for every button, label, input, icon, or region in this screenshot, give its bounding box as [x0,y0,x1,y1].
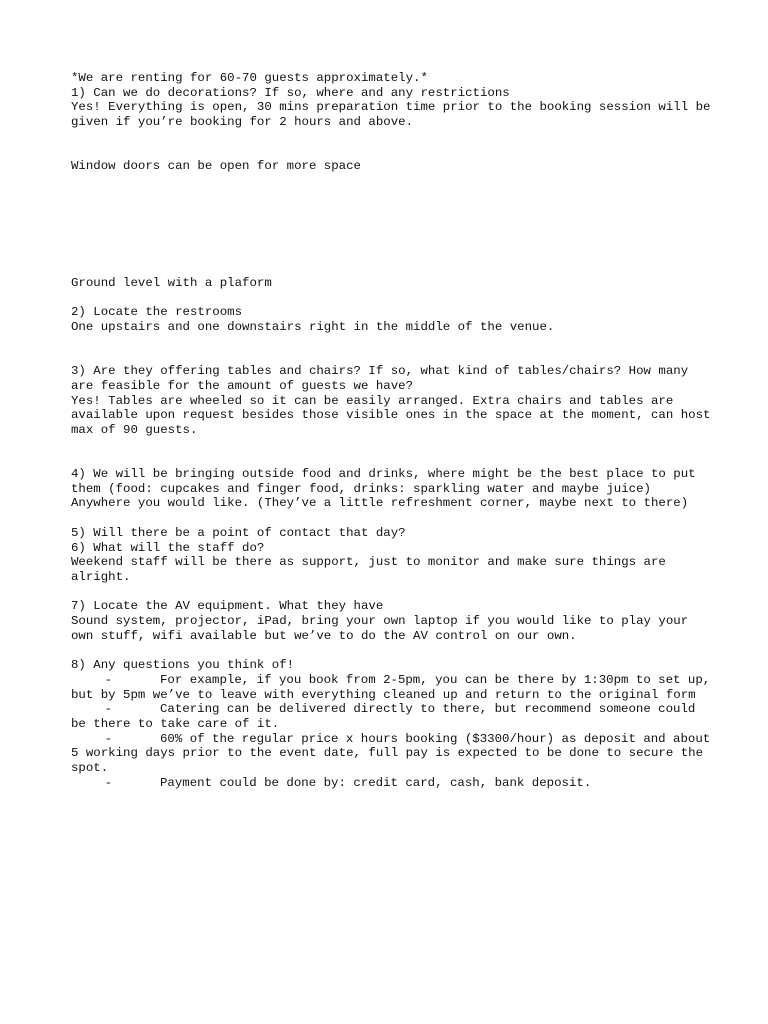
q5-question: 5) Will there be a point of contact that day? [71,525,406,540]
q3-answer: Yes! Tables are wheeled so it can be easily arranged. Extra chairs and tables are available upon request besides those visible ones in the space at the moment, can host max of 90 guests. [71,393,718,437]
q4-answer: Anywhere you would like. (They’ve a little refreshment corner, maybe next to there) [71,496,689,511]
q8-bullet-text: 60% of the regular price x hours booking ($3300/hour) as deposit and about 5 working days prior to the event date, full pay is expected to be done to secure the spot. [71,731,718,776]
q2-question: 2) Locate the restrooms [71,305,243,320]
q6-question: 6) What will the staff do? [71,540,265,555]
q8-bullet-item [71,672,718,702]
q8-bullet-item [71,702,711,731]
q8-bullet-text: For example, if you book from 2-5pm, you can be there by 1:30pm to set up, but by 5pm we’ve to leave with everything cleaned up and return to the original form [71,672,718,702]
q1-question: 1) Can we do decorations? If so, where and any restrictions [71,85,510,100]
bullet-dash-icon: - [104,731,112,746]
q8-bullet-item [71,776,711,791]
q3-question: 3) Are they offering tables and chairs? If so, what kind of tables/chairs? How many are feasible for the amount of guests we have? [71,364,696,393]
bullet-dash-icon: - [104,672,112,687]
q1-answer: Yes! Everything is open, 30 mins preparation time prior to the booking session will be given if you’re booking for 2 hours and above. [71,100,718,130]
document-body [71,71,718,790]
q1-note-window-doors: Window doors can be open for more space [71,159,361,174]
spacer [71,130,711,159]
spacer [71,585,711,600]
q8-question: 8) Any questions you think of! [71,658,295,673]
q4-question: 4) We will be bringing outside food and drinks, where might be the best place to put them (food: cupcakes and finger food, drinks: sparkling water and maybe juice) [71,467,704,496]
spacer [71,438,711,467]
q6-answer: Weekend staff will be there as support, just to monitor and make sure things are alright. [71,555,674,584]
intro-text: *We are renting for 60-70 guests approximately.* [71,71,428,85]
spacer [71,174,711,276]
bullet-dash-icon: - [104,702,112,717]
q1-note-ground-level: Ground level with a plaform [71,275,272,290]
spacer [71,643,711,658]
q8-bullet-text: Payment could be done by: credit card, cash, bank deposit. [160,775,592,790]
spacer [71,511,711,526]
q7-question: 7) Locate the AV equipment. What they have [71,599,384,614]
q8-bullet-item [71,731,718,776]
q8-bullet-text: Catering can be delivered directly to there, but recommend someone could be there to take care of it. [71,702,703,731]
spacer [71,291,711,306]
bullet-dash-icon: - [104,775,112,790]
q2-answer: One upstairs and one downstairs right in the middle of the venue. [71,320,555,334]
spacer [71,335,711,364]
q7-answer: Sound system, projector, iPad, bring your own laptop if you would like to play your own stuff, wifi available but we’ve to do the AV control on our own. [71,614,696,643]
